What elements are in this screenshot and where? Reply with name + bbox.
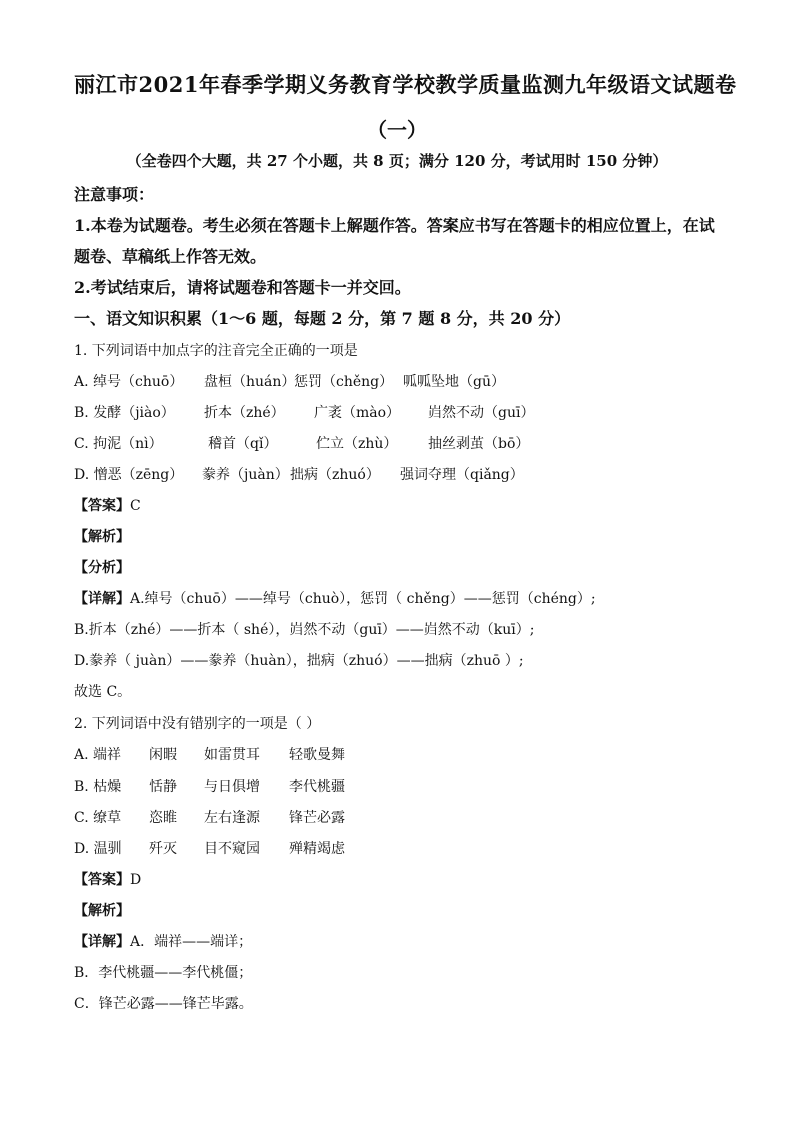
option-cell: 盘桓（huán） — [204, 374, 296, 390]
option-cell: 豢养（juàn） — [202, 467, 289, 483]
option-cell: 折本（zhé） — [204, 405, 285, 421]
answer-value: C — [130, 498, 141, 514]
option-cell: 强词夺理（qiǎng） — [400, 467, 524, 483]
section-heading: 一、语文知识积累（1～6 题，每题 2 分，第 7 题 8 分，共 20 分） — [74, 309, 571, 328]
option-cell: 李代桃疆 — [289, 779, 345, 795]
notice-item-1: 1.本卷为试题卷。考生必须在答题卡上解题作答。答案应书写在答题卡的相应位置上，在试 — [74, 216, 715, 235]
question-1-detail-b: B.折本（zhé）——折本（ shé），岿然不动（guī）——岿然不动（kuī）; — [74, 622, 535, 638]
notice-item-1-cont: 题卷、草稿纸上作答无效。 — [74, 247, 267, 266]
option-cell: 拙病（zhuó） — [290, 467, 380, 483]
option-cell: 锋芒必露 — [289, 810, 345, 826]
answer-tag: 【答案】 — [74, 498, 130, 514]
option-cell: 左右逢源 — [204, 810, 260, 826]
detail-tag: 【详解】 — [74, 591, 130, 607]
question-1-stem: 1. 下列词语中加点字的注音完全正确的一项是 — [74, 343, 358, 359]
question-2-answer — [74, 869, 141, 889]
notice-heading: 注意事项： — [74, 185, 155, 204]
question-1-analysis-tag: 【解析】 — [74, 529, 130, 545]
detail-text: A．端祥——端详； — [130, 934, 253, 950]
detail-tag: 【详解】 — [74, 934, 130, 950]
option-cell: D. 温驯 — [74, 841, 122, 857]
option-cell: 目不窥园 — [204, 841, 260, 857]
question-1-answer — [74, 495, 141, 515]
question-2-stem: 2. 下列词语中没有错别字的一项是（ ） — [74, 716, 321, 732]
option-cell: A. 绰号（chuō） — [74, 374, 184, 390]
option-cell: 岿然不动（guī） — [428, 405, 535, 421]
question-2-detail-b: B．李代桃疆——李代桃僵； — [74, 965, 253, 981]
option-cell: 如雷贯耳 — [204, 747, 260, 763]
option-cell: 殚精竭虑 — [289, 841, 345, 857]
option-cell: 伫立（zhù） — [316, 436, 398, 452]
question-2-detail-a — [74, 931, 252, 951]
option-cell: C. 缭草 — [74, 810, 122, 826]
option-cell: 惩罚（chěng） — [294, 374, 394, 390]
exam-subtitle: （全卷四个大题，共 27 个小题，共 8 页；满分 120 分，考试用时 150 分钟） — [126, 152, 668, 170]
question-1-fenxi-tag: 【分析】 — [74, 560, 130, 576]
page-title-line2: （一） — [367, 118, 427, 142]
option-cell: B. 发酵（jiào） — [74, 405, 175, 421]
notice-item-2: 2.考试结束后，请将试题卷和答题卡一并交回。 — [74, 278, 411, 297]
option-cell: 闲暇 — [149, 747, 177, 763]
option-cell: 呱呱坠地（gū） — [403, 374, 505, 390]
option-cell: 抽丝剥茧（bō） — [428, 436, 530, 452]
option-cell: 恬静 — [149, 779, 177, 795]
option-cell: D. 憎恶（zēng） — [74, 467, 184, 483]
option-cell: 与日俱增 — [204, 779, 260, 795]
question-1-detail-d: D.豢养（ juàn）——豢养（huàn），拙病（zhuó）——拙病（zhuō ）; — [74, 653, 524, 669]
detail-text: A.绰号（chuō）——绰号（chuò），惩罚（ chěng）——惩罚（chéng）; — [130, 591, 596, 607]
option-cell: 恣睢 — [149, 810, 177, 826]
question-1-conclusion: 故选 C。 — [74, 684, 132, 700]
option-cell: 轻歌曼舞 — [289, 747, 345, 763]
answer-value: D — [130, 872, 142, 888]
option-cell: B. 枯燥 — [74, 779, 122, 795]
option-cell: 歼灭 — [149, 841, 177, 857]
answer-tag: 【答案】 — [74, 872, 130, 888]
option-cell: 广袤（mào） — [314, 405, 401, 421]
page-title: 丽江市2021年春季学期义务教育学校教学质量监测九年级语文试题卷 — [74, 72, 737, 97]
question-2-detail-c: C．锋芒必露——锋芒毕露。 — [74, 996, 253, 1012]
option-cell: C. 拘泥（nì） — [74, 436, 163, 452]
question-2-analysis-tag: 【解析】 — [74, 903, 130, 919]
option-cell: 稽首（qǐ） — [208, 436, 278, 452]
option-cell: A. 端祥 — [74, 747, 122, 763]
question-1-detail-a — [74, 588, 596, 608]
